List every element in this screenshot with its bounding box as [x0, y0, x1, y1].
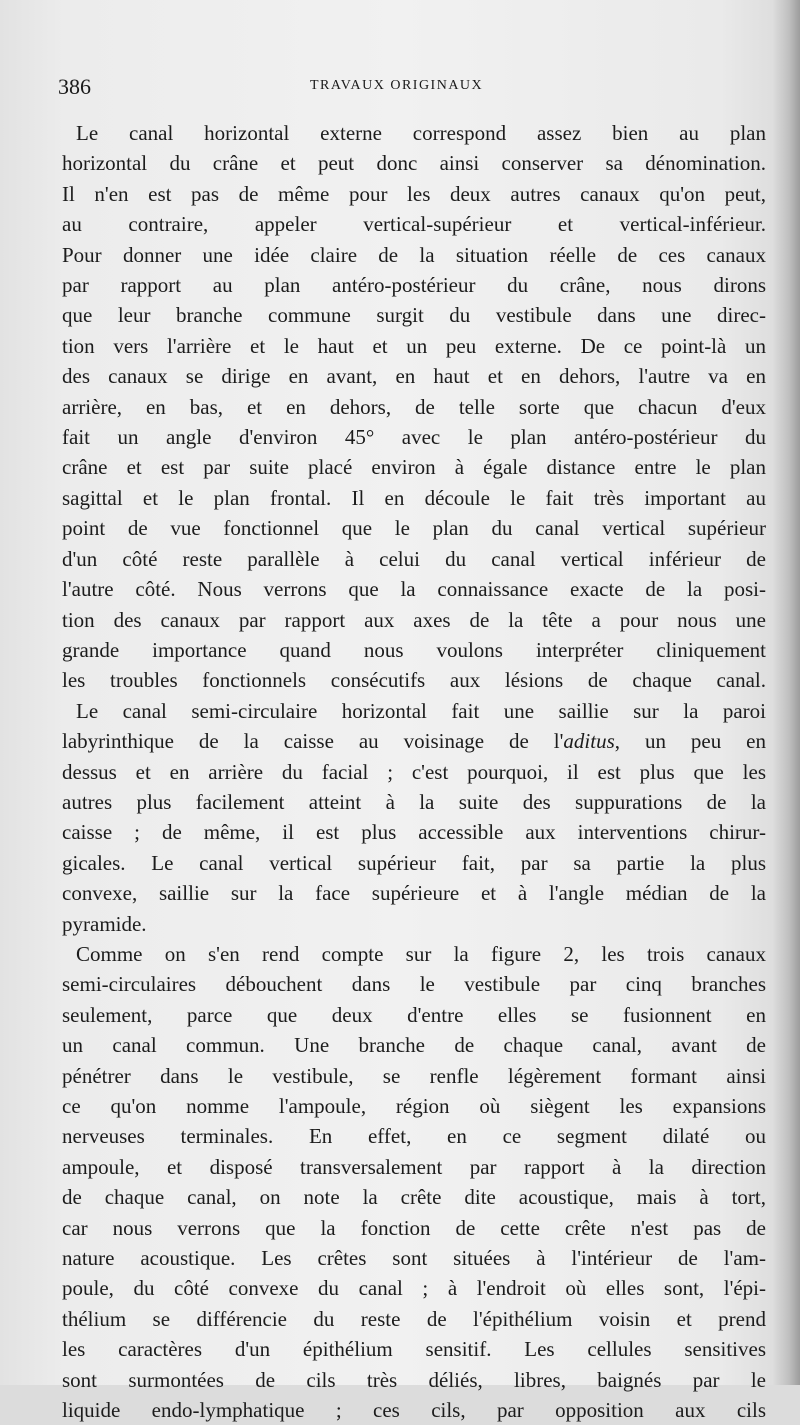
text-line: point de vue fonctionnel que le plan du canal vertical supérieur — [62, 516, 766, 541]
text-line: pénétrer dans le vestibule, se renfle légèrement formant ainsi — [62, 1063, 766, 1088]
text-line: fait un angle d'environ 45° avec le plan antéro-postérieur du — [62, 425, 766, 450]
text-line: tion des canaux par rapport aux axes de la tête a pour nous une — [62, 607, 766, 632]
text-line: poule, du côté convexe du canal ; à l'endroit où elles sont, l'épi- — [62, 1276, 766, 1301]
text-line: tion vers l'arrière et le haut et un peu externe. De ce point-là un — [62, 333, 766, 358]
text-line: autres plus facilement atteint à la suite des suppurations de la — [62, 789, 766, 814]
text-line: Il n'en est pas de même pour les deux autres canaux qu'on peut, — [62, 181, 766, 206]
paragraph-1 — [62, 118, 766, 696]
running-title: TRAVAUX ORIGINAUX — [310, 78, 484, 93]
text-line: horizontal du crâne et peut donc ainsi conserver sa dénomination. — [62, 151, 766, 176]
text-line: seulement, parce que deux d'entre elles se fusionnent en — [62, 1002, 766, 1027]
text-line: Comme on s'en rend compte sur la figure 2, les trois canaux — [76, 941, 766, 966]
text-line: l'autre côté. Nous verrons que la connaissance exacte de la posi- — [62, 577, 766, 602]
paragraph-2 — [62, 696, 766, 939]
text-segment: , un peu en — [614, 729, 766, 754]
text-line: thélium se différencie du reste de l'épithélium voisin et prend — [62, 1306, 766, 1331]
text-line: Le canal semi-circulaire horizontal fait une saillie sur la paroi — [76, 698, 766, 723]
text-line: grande importance quand nous voulons interpréter cliniquement — [62, 637, 766, 662]
body-text — [62, 118, 766, 1425]
text-line: dessus et en arrière du facial ; c'est pourquoi, il est plus que les — [62, 759, 766, 784]
text-line: par rapport au plan antéro-postérieur du crâne, nous dirons — [62, 273, 766, 298]
text-line: Pour donner une idée claire de la situation réelle de ces canaux — [62, 242, 766, 267]
text-line: des canaux se dirige en avant, en haut et en dehors, l'autre va en — [62, 364, 766, 389]
text-line: les caractères d'un épithélium sensitif. Les cellules sensitives — [62, 1337, 766, 1362]
text-line: convexe, saillie sur la face supérieure et à l'angle médian de la — [62, 881, 766, 906]
text-line: ampoule, et disposé transversalement par rapport à la direction — [62, 1154, 766, 1179]
text-line: d'un côté reste parallèle à celui du canal vertical inférieur de — [62, 546, 766, 571]
text-line: que leur branche commune surgit du vestibule dans une direc- — [62, 303, 766, 328]
text-line: crâne et est par suite placé environ à égale distance entre le plan — [62, 455, 766, 480]
text-segment: labyrinthique de la caisse au voisinage de l' — [62, 729, 564, 754]
text-line: nerveuses terminales. En effet, en ce segment dilaté ou — [62, 1124, 766, 1149]
text-line: Le canal horizontal externe correspond assez bien au plan — [76, 121, 766, 145]
text-line-with-italic — [62, 726, 766, 756]
page-header — [58, 74, 758, 104]
text-line: arrière, en bas, et en dehors, de telle sorte que chacun d'eux — [62, 394, 766, 419]
page-edge-shadow — [772, 0, 800, 1385]
text-line: car nous verrons que la fonction de cette crête n'est pas de — [62, 1215, 766, 1240]
text-line: pyramide. — [62, 911, 147, 936]
text-line: caisse ; de même, il est plus accessible aux interventions chirur- — [62, 820, 766, 845]
text-line: de chaque canal, on note la crête dite acoustique, mais à tort, — [62, 1185, 766, 1210]
text-line: sagittal et le plan frontal. Il en découle le fait très important au — [62, 485, 766, 510]
text-line: gicales. Le canal vertical supérieur fait, par sa partie la plus — [62, 850, 766, 875]
italic-term: aditus — [563, 729, 615, 754]
text-line: semi-circulaires débouchent dans le vestibule par cinq branches — [62, 972, 766, 997]
paragraph-3 — [62, 939, 766, 1425]
text-line: ce qu'on nomme l'ampoule, région où siègent les expansions — [62, 1094, 766, 1118]
text-line: au contraire, appeler vertical-supérieur et vertical-inférieur. — [62, 212, 766, 237]
text-line: un canal commun. Une branche de chaque canal, avant de — [62, 1033, 766, 1058]
text-line: nature acoustique. Les crêtes sont situées à l'intérieur de l'am- — [62, 1246, 766, 1271]
page-number: 386 — [58, 74, 91, 99]
text-line: liquide endo-lymphatique ; ces cils, par opposition aux cils — [62, 1398, 766, 1423]
text-line: les troubles fonctionnels consécutifs aux lésions de chaque canal. — [62, 668, 766, 693]
text-line: sont surmontées de cils très déliés, libres, baignés par le — [62, 1367, 766, 1392]
